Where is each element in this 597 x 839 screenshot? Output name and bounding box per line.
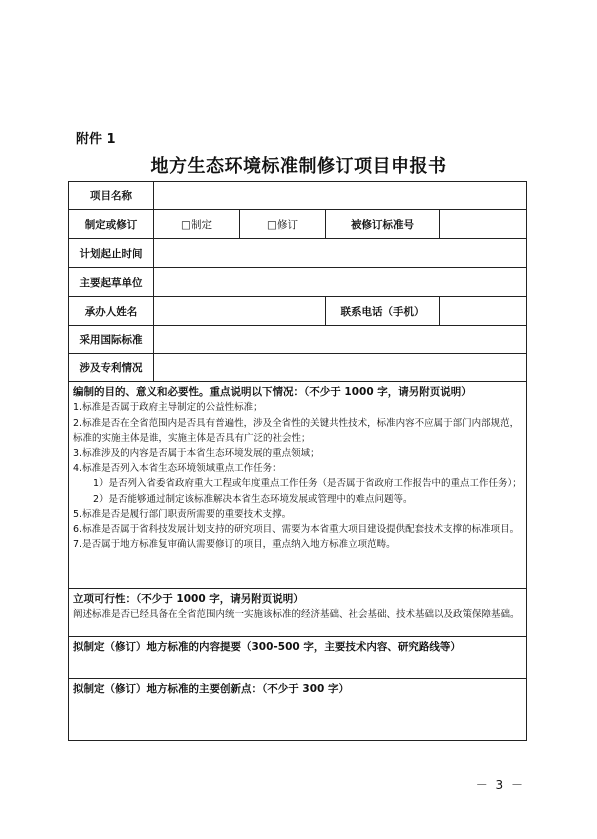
patent-label: 涉及专利情况 xyxy=(69,354,154,382)
form-title: 地方生态环境标准制修订项目申报书 xyxy=(150,156,447,177)
feasibility-section[interactable] xyxy=(69,589,527,637)
row-content xyxy=(69,637,527,679)
purpose-item-1: 1.标准是否属于政府主导制定的公益性标准； xyxy=(73,402,263,414)
application-form-table xyxy=(68,181,527,741)
phone-field[interactable] xyxy=(440,297,527,326)
intl-standard-field[interactable] xyxy=(154,326,527,354)
purpose-subitem-1: 1）是否列入省委省政府重大工程或年度重点工作任务（是否属于省政府工作报告中的重点工作任务）； xyxy=(93,478,522,490)
intl-standard-label: 采用国际标准 xyxy=(69,326,154,354)
attachment-label: 附件 1 xyxy=(76,132,116,147)
type-label: 制定或修订 xyxy=(69,210,154,239)
innovation-heading: 拟制定（修订）地方标准的主要创新点：（不少于 300 字） xyxy=(73,683,349,695)
row-contact xyxy=(69,297,527,326)
project-name-field[interactable] xyxy=(154,182,527,210)
revise-checkbox[interactable]: □修订 xyxy=(240,210,326,239)
create-checkbox[interactable]: □制定 xyxy=(154,210,240,239)
revised-standard-no-label: 被修订标准号 xyxy=(326,210,440,239)
row-schedule xyxy=(69,239,527,268)
row-project-name xyxy=(69,182,527,210)
drafter-label: 主要起草单位 xyxy=(69,268,154,297)
purpose-item-5: 5.标准是否是履行部门职责所需要的重要技术支撑。 xyxy=(73,508,292,520)
feasibility-body: 阐述标准是否已经具备在全省范围内统一实施该标准的经济基础、社会基础、技术基础以及政策保障基础。 xyxy=(73,609,520,621)
contact-person-field[interactable] xyxy=(154,297,326,326)
purpose-item-7: 7.是否属于地方标准复审确认需要修订的项目，重点纳入地方标准立项范畴。 xyxy=(73,539,396,551)
purpose-item-4: 4.标准是否列入本省生态环境领域重点工作任务： xyxy=(73,463,282,475)
contact-person-label: 承办人姓名 xyxy=(69,297,154,326)
row-intl-standard xyxy=(69,326,527,354)
feasibility-heading: 立项可行性：（不少于 1000 字，请另附页说明） xyxy=(73,593,304,605)
schedule-label: 计划起止时间 xyxy=(69,239,154,268)
drafter-field[interactable] xyxy=(154,268,527,297)
purpose-item-3: 3.标准涉及的内容是否属于本省生态环境发展的重点领域； xyxy=(73,448,320,460)
row-patent xyxy=(69,354,527,382)
patent-field[interactable] xyxy=(154,354,527,382)
purpose-subitem-2: 2）是否能够通过制定该标准解决本省生态环境发展或管理中的难点问题等。 xyxy=(93,493,413,505)
row-type xyxy=(69,210,527,239)
row-drafter xyxy=(69,268,527,297)
revised-standard-no-field[interactable] xyxy=(440,210,527,239)
row-feasibility xyxy=(69,589,527,637)
purpose-item-6: 6.标准是否属于省科技发展计划支持的研究项目、需要为本省重大项目建设提供配套技术支撑的标准项目。 xyxy=(73,524,520,536)
phone-label: 联系电话（手机） xyxy=(326,297,440,326)
purpose-section[interactable] xyxy=(69,382,527,589)
purpose-heading: 编制的目的、意义和必要性。重点说明以下情况：（不少于 1000 字，请另附页说明） xyxy=(73,386,472,398)
project-name-label: 项目名称 xyxy=(69,182,154,210)
row-innovation xyxy=(69,679,527,741)
page-number: － 3 － xyxy=(475,778,525,792)
content-section[interactable] xyxy=(69,637,527,679)
purpose-item-2: 2.标准是否在全省范围内是否具有普遍性，涉及全省性的关键共性技术，标准内容不应属于部门内部规范，标准的实施主体是谁，实施主体是否具有广泛的社会性； xyxy=(73,417,520,444)
row-purpose xyxy=(69,382,527,589)
content-heading: 拟制定（修订）地方标准的内容提要（300-500 字，主要技术内容、研究路线等） xyxy=(73,641,461,653)
schedule-field[interactable] xyxy=(154,239,527,268)
innovation-section[interactable] xyxy=(69,679,527,741)
